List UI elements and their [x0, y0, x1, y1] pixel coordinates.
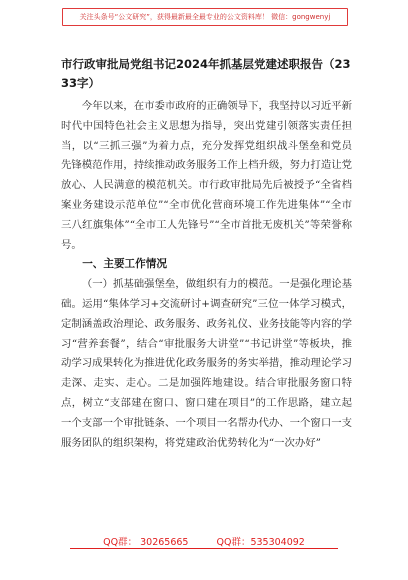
body-paragraph: （一）抓基础强堡垒，做组织有力的模范。一是强化理论基础。运用“集体学习+交流研讨+调查研究”三位一体学习模式，定制涵盖政治理论、政务服务、政务礼仪、业务技能等内容的学习“营养套餐”，结合“审批服务大讲堂”“书记讲堂”等板块，推动学习成果转化为推进优化政务服务的务实举措，推动理论学习走深、走实、走心。二是加强阵地建设。结合审批服务窗口特点，树立“支部建在窗口、窗口建在项目”的工作思路，建立起一个支部一个审批链条、一个项目一名帮办代办、一个窗口一支服务团队的组织架构，将党建政治优势转化为“一次办好”: [61, 278, 352, 449]
document-body: [61, 97, 352, 453]
footer-divider: [70, 548, 338, 549]
qq-group-1: QQ群： 30265665: [103, 537, 189, 548]
promo-banner-text: 关注头条号“公文研究”，获得最新最全最专业的公文资料库！ 微信：gongwenyj: [79, 13, 331, 21]
qq-group-2: QQ群：535304092: [216, 537, 305, 548]
section-heading: 一、主要工作情况: [82, 258, 167, 271]
promo-banner: [62, 8, 348, 26]
footer-contacts: [0, 534, 408, 548]
document-title: 市行政审批局党组书记2024年抓基层党建述职报告（2333字）: [61, 57, 351, 90]
body-paragraph: 今年以来，在市委市政府的正确领导下，我坚持以习近平新时代中国特色社会主义思想为指导，突出党建引领落实责任担当，以“三抓三强”为着力点，充分发挥党组织战斗堡垒和党员先锋模范作用，持续推动政务服务工作上档升级，努力打造让党放心、人民满意的模范机关。市行政审批局先后被授予“全省档案业务建设示范单位”“全市优化营商环境工作先进集体”“全市三八红旗集体”“全市工人先锋号”“全市首批无废机关”等荣誉称号。: [61, 100, 352, 251]
